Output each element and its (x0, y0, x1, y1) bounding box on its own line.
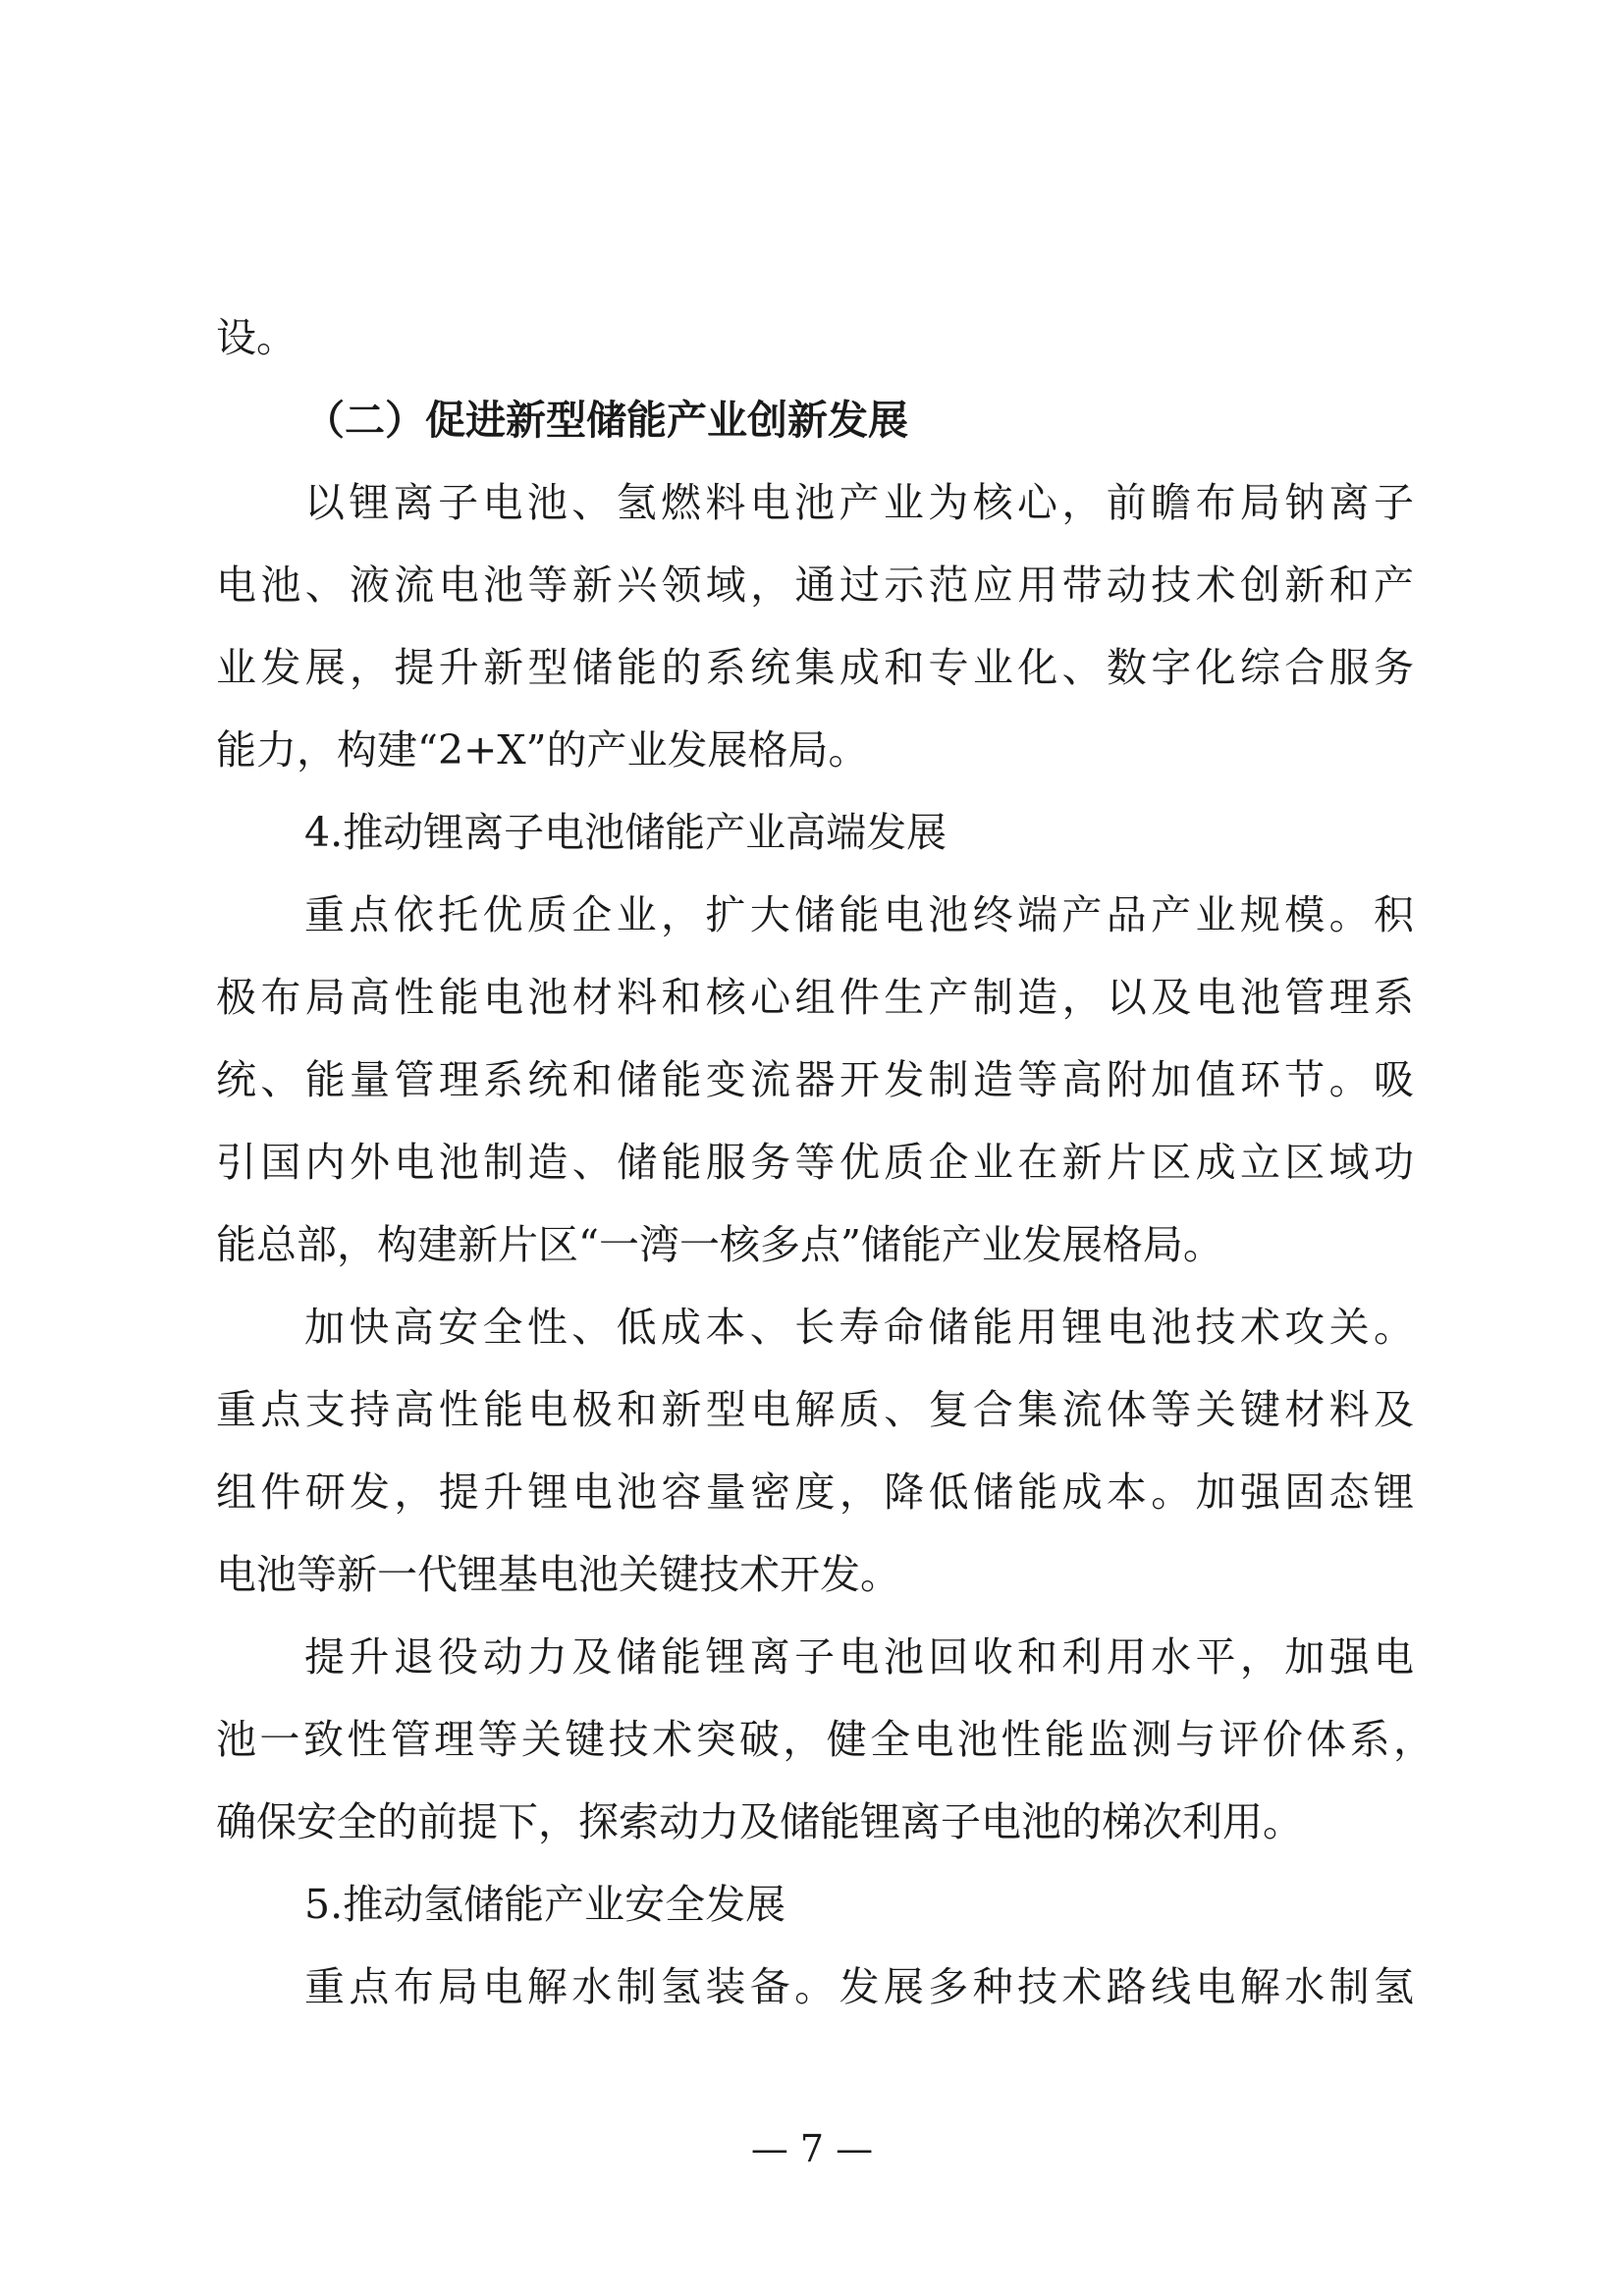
text-line-21: 重点布局电解水制氢装备。发展多种技术路线电解水制氢 (304, 1963, 1414, 2010)
text-line-1: 设。 (216, 314, 297, 361)
text-line-12: 能总部，构建新片区“一湾一核多点”储能产业发展格局。 (216, 1221, 1223, 1268)
text-line-11: 引国内外电池制造、储能服务等优质企业在新片区成立区域功 (216, 1139, 1414, 1186)
text-line-17: 提升退役动力及储能锂离子电池回收和利用水平，加强电 (304, 1633, 1414, 1681)
text-line-14: 重点支持高性能电极和新型电解质、复合集流体等关键材料及 (216, 1386, 1414, 1433)
text-line-9: 极布局高性能电池材料和核心组件生产制造，以及电池管理系 (216, 974, 1414, 1021)
subsection-heading-4: 4.推动锂离子电池储能产业高端发展 (304, 809, 947, 856)
text-line-3: 以锂离子电池、氢燃料电池产业为核心，前瞻布局钠离子 (304, 479, 1414, 526)
text-line-8: 重点依托优质企业，扩大储能电池终端产品产业规模。积 (304, 891, 1414, 938)
text-line-19: 确保安全的前提下，探索动力及储能锂离子电池的梯次利用。 (216, 1798, 1303, 1845)
section-heading: （二）促进新型储能产业创新发展 (304, 397, 908, 444)
text-line-16: 电池等新一代锂基电池关键技术开发。 (216, 1551, 900, 1598)
text-line-15: 组件研发，提升锂电池容量密度，降低储能成本。加强固态锂 (216, 1468, 1414, 1516)
text-line-10: 统、能量管理系统和储能变流器开发制造等高附加值环节。吸 (216, 1056, 1414, 1103)
page-number: — 7 — (750, 2127, 874, 2170)
text-line-4: 电池、液流电池等新兴领域，通过示范应用带动技术创新和产 (216, 561, 1414, 609)
text-line-6: 能力，构建“2+X”的产业发展格局。 (216, 726, 869, 774)
text-line-5: 业发展，提升新型储能的系统集成和专业化、数字化综合服务 (216, 644, 1414, 691)
text-line-18: 池一致性管理等关键技术突破，健全电池性能监测与评价体系， (216, 1716, 1434, 1763)
subsection-heading-5: 5.推动氢储能产业安全发展 (304, 1881, 786, 1928)
text-line-13: 加快高安全性、低成本、长寿命储能用锂电池技术攻关。 (304, 1304, 1414, 1351)
